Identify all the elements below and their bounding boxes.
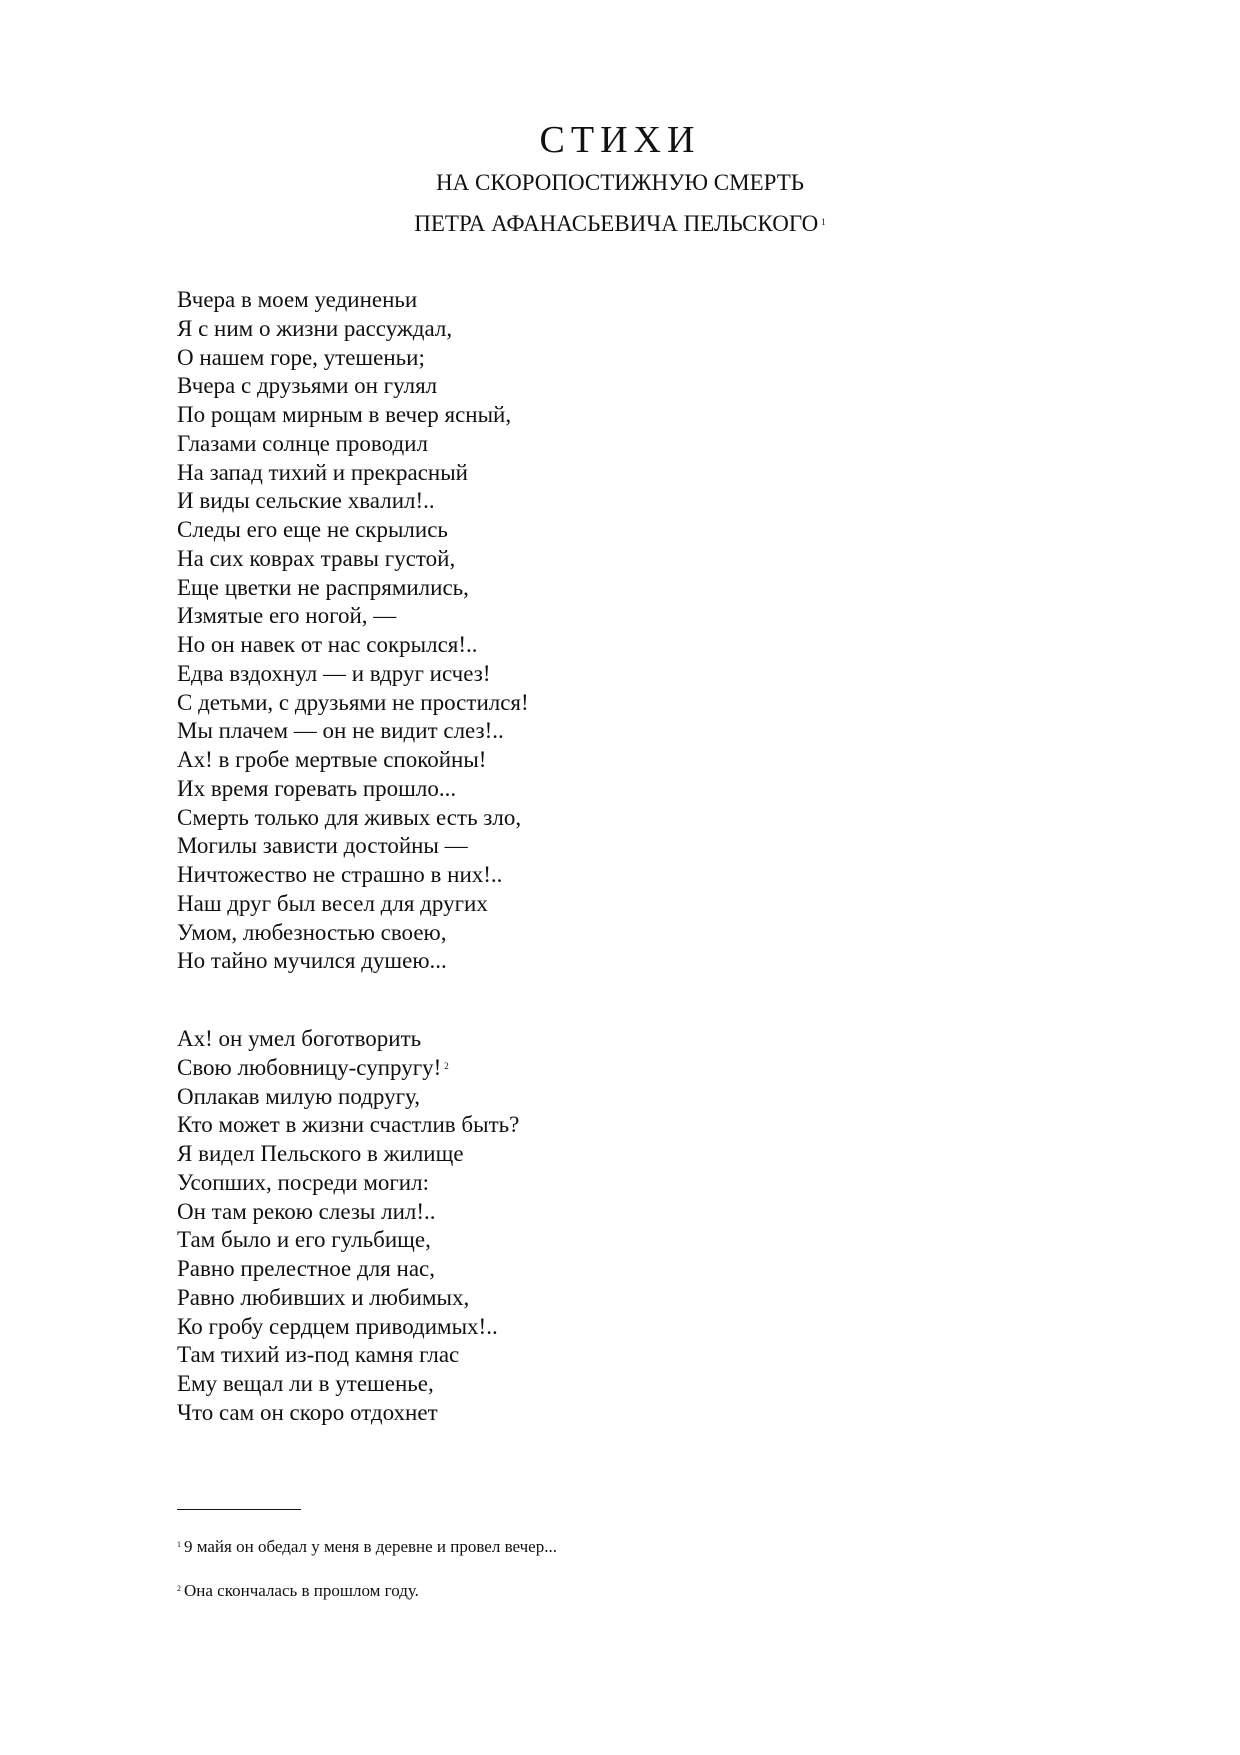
poem-line — [177, 487, 529, 516]
poem-line-text: Но тайно мучился душею... — [177, 948, 447, 974]
poem-line — [177, 401, 529, 430]
poem-line-text: Свою любовницу-супругу! — [177, 1054, 442, 1080]
poem-line-text: Но он навек от нас сокрылся!.. — [177, 632, 478, 657]
poem-line-text: Ах! он умел боготворить — [177, 1026, 422, 1051]
footnote-text: 9 майя он обедал у меня в деревне и провел вечер... — [184, 1537, 557, 1556]
poem-stanza-1 — [177, 286, 529, 976]
poem-line — [177, 1255, 519, 1284]
poem-line — [177, 372, 529, 401]
poem-line-text: Кто может в жизни счастлив быть? — [177, 1112, 520, 1138]
poem-line — [177, 315, 529, 344]
footnote-1 — [177, 1536, 557, 1558]
poem-line — [177, 775, 529, 804]
footnote-ref-2[interactable]: 2 — [444, 1060, 449, 1071]
poem-line — [177, 1284, 519, 1313]
poem-line-text: Глазами солнце проводил — [177, 430, 428, 456]
poem-line — [177, 286, 529, 315]
poem-line — [177, 631, 529, 660]
poem-line — [177, 1198, 519, 1227]
poem-line — [177, 746, 529, 775]
page-subtitle-line2 — [0, 209, 1240, 239]
poem-line — [177, 344, 529, 373]
poem-line-text: Ничтожество не страшно в них!.. — [177, 862, 503, 887]
poem-line-text: Что сам он скоро отдохнет — [177, 1399, 438, 1425]
poem-line-text: Ему вещал ли в утешенье, — [177, 1371, 434, 1396]
footnote-mark: 1 — [177, 1540, 181, 1549]
poem-line-text: Равно прелестное для нас, — [177, 1256, 435, 1281]
poem-line-text: На запад тихий и прекрасный — [177, 459, 468, 485]
poem-line — [177, 1370, 519, 1399]
poem-line — [177, 1169, 519, 1198]
poem-line-text: Смерть только для живых есть зло, — [177, 804, 522, 830]
poem-line — [177, 602, 529, 631]
footnote-ref-1[interactable]: 1 — [821, 217, 826, 227]
poem-line — [177, 890, 529, 919]
poem-line — [177, 717, 529, 746]
poem-line-text: Ах! в гробе мертвые спокойны! — [177, 747, 487, 772]
footnote-mark: 2 — [177, 1584, 181, 1593]
poem-line — [177, 516, 529, 545]
poem-line — [177, 804, 529, 833]
poem-line-text: С детьми, с друзьями не простился! — [177, 689, 529, 715]
poem-line — [177, 1111, 519, 1140]
poem-line — [177, 574, 529, 603]
footnote-separator — [177, 1509, 301, 1510]
poem-line — [177, 689, 529, 718]
poem-line — [177, 832, 529, 861]
poem-line — [177, 1341, 519, 1370]
poem-line-text: На сих коврах травы густой, — [177, 545, 456, 571]
poem-line — [177, 1083, 519, 1112]
poem-line-text: Ко гробу сердцем приводимых!.. — [177, 1313, 498, 1339]
poem-line-text: Я видел Пельского в жилище — [177, 1141, 464, 1166]
poem-line-text: Едва вздохнул — и вдруг исчез! — [177, 660, 491, 686]
footnote-2 — [177, 1580, 419, 1602]
poem-line — [177, 1399, 519, 1428]
poem-line-text: Вчера в моем уединеньи — [177, 287, 418, 312]
poem-line-text: Наш друг был весел для других — [177, 890, 488, 916]
poem-line — [177, 947, 529, 976]
poem-line-text: Там тихий из-под камня глас — [177, 1342, 460, 1368]
poem-line-text: Усопших, посреди могил: — [177, 1169, 429, 1195]
poem-line-text: Измятые его ногой, — — [177, 603, 397, 629]
footnote-text: Она скончалась в прошлом году. — [184, 1581, 419, 1600]
poem-line-text: По рощам мирным в вечер ясный, — [177, 402, 512, 427]
poem-stanza-2 — [177, 1025, 519, 1428]
poem-line — [177, 919, 529, 948]
poem-line-text: Вчера с друзьями он гулял — [177, 373, 438, 399]
subtitle-text: ПЕТРА АФАНАСЬЕВИЧА ПЕЛЬСКОГО — [414, 211, 819, 236]
poem-line-text: Умом, любезностью своею, — [177, 919, 447, 945]
poem-line-text: Я с ним о жизни рассуждал, — [177, 315, 453, 341]
poem-line-text: Там было и его гульбище, — [177, 1227, 431, 1253]
poem-line-text: Могилы зависти достойны — — [177, 833, 468, 859]
poem-line — [177, 1054, 519, 1083]
poem-line-text: Равно любивших и любимых, — [177, 1284, 470, 1310]
poem-line — [177, 660, 529, 689]
poem-line-text: Их время горевать прошло... — [177, 775, 457, 801]
poem-line — [177, 459, 529, 488]
poem-line-text: Еще цветки не распрямились, — [177, 574, 469, 600]
poem-line-text: Следы его еще не скрылись — [177, 517, 448, 542]
poem-line — [177, 430, 529, 459]
poem-line — [177, 1025, 519, 1054]
poem-line-text: О нашем горе, утешеньи; — [177, 344, 425, 370]
poem-line-text: Оплакав милую подругу, — [177, 1083, 420, 1109]
poem-line — [177, 1313, 519, 1342]
page-title: СТИХИ — [539, 119, 701, 161]
poem-line-text: Он там рекою слезы лил!.. — [177, 1198, 436, 1224]
poem-line — [177, 861, 529, 890]
page-subtitle-line1: НА СКОРОПОСТИЖНУЮ СМЕРТЬ — [436, 170, 804, 195]
poem-line — [177, 545, 529, 574]
poem-line-text: И виды сельские хвалил!.. — [177, 488, 435, 514]
poem-line-text: Мы плачем — он не видит слез!.. — [177, 718, 504, 744]
poem-line — [177, 1226, 519, 1255]
poem-line — [177, 1140, 519, 1169]
